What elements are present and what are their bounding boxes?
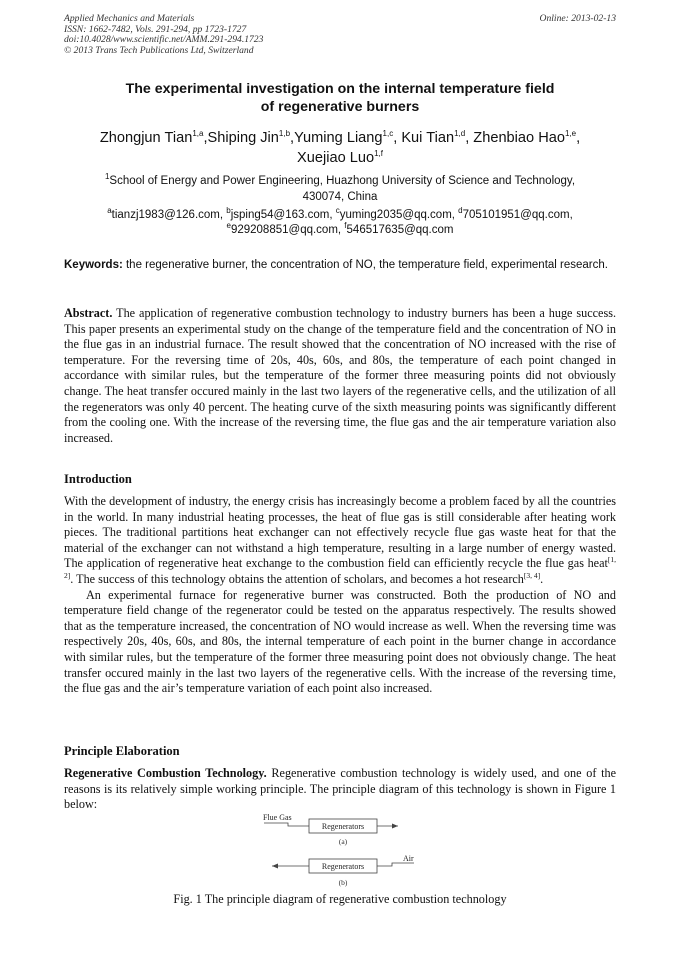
subfigure-b-label: (b) [338,878,348,887]
doi-line: doi:10.4028/www.scientific.net/AMM.291-294.1723 [64,34,264,46]
author-list [60,129,620,168]
author: Zhenbiao Hao$^{1,e}$, [473,129,581,146]
author: Shiping Jin$^{1,b}$, [207,129,295,146]
copyright-line: © 2013 Trans Tech Publications Ltd, Switzerland [64,44,254,56]
principle-subheading: Regenerative Combustion Technology. [64,766,267,780]
author: Kui Tian$^{1,d}$, [401,129,474,146]
intro-paragraph-2: An experimental furnace for regenerative burner was constructed. Both the production of NO and temperature field change of the regenerator could be tested on the apparatus respectively. The results showed that as the temperature increased, the concentration of NO would increase as well. When the reversing time was respectively 20s, 40s, 60s, and 80s, the internal temperature of each point in the burner change in accordance with similar rules, but the temperature of the former three measuring point does not obviously change. The heat transfer occured mainly in the last two layers of the regenerative cells. With the increase of the reversing time, the flue gas and the air’s temperature variation of each point also increased. [64,587,616,696]
principle-diagram [258,810,418,890]
email: $^f$546517635@qq.com [344,221,454,236]
principle-paragraph: Regenerative Combustion Technology. Regenerative combustion technology is widely used, and one of the reasons is its relatively simple working principle. The principle diagram of this technology is shown in Figure 1 below: [64,766,616,812]
email: $^b$jsping54@163.com, [226,206,336,221]
principle-heading: Principle Elaboration [64,744,180,758]
introduction-heading: Introduction [64,472,132,486]
paper-title [64,80,616,116]
issn-line: ISSN: 1662-7482, Vols. 291-294, pp 1723-1727 [64,23,247,35]
title-line-2: of regenerative burners [260,99,420,115]
affiliation: $^1$School of Energy and Power Engineering, Huazhong University of Science and Technology, 430074, China [104,172,576,203]
abstract-text: The application of regenerative combustion technology to industry burners has been a huge success. This paper presents an experimental study on the change of the temperature field and the concentration of NO in the flue gas in an industrial furnace. The result showed that the concentration of NO increased with the rise of temperature. For the reversing time of 20s, 40s, 60s, and 80s, the temperature of each point changed in accordance with similar rules, but the temperature of the former three measuring points did not obviously change. The heat transfer occured mainly in the last two layers of the regenerative cells, and the utilization of all the regenerators was only 40 percent. The heating curve of the sixth measuring points was significantly different from the cooling one. With the increase of the reversing time, the flue gas and the air temperature variation also increased. [64,306,616,445]
air-label: Air [403,854,414,863]
introduction-body [64,494,616,697]
figure-caption: Fig. 1 The principle diagram of regenerative combustion technology [173,892,507,906]
regenerators-label-a: Regenerators [321,822,365,831]
email: $^a$tianzj1983@126.com, [107,206,227,221]
email-list [64,208,616,238]
regenerators-label-b: Regenerators [321,862,365,871]
subfigure-a-label: (a) [338,837,348,846]
figure-1 [258,810,418,890]
arrow-right-icon [392,824,398,829]
arrow-left-icon [272,864,278,869]
author: Yuming Liang$^{1,c}$, [294,129,402,146]
keywords-text: the regenerative burner, the concentration of NO, the temperature field, experimental research. [122,259,608,271]
citation-ref: [1, 2] [64,555,616,580]
email: $^c$yuming2035@qq.com, [335,206,459,221]
online-date: Online: 2013-02-13 [539,13,616,24]
author: Xuejiao Luo$^{1,f}$ [297,148,383,166]
email: $^e$929208851@qq.com, [226,221,345,236]
email: $^d$705101951@qq.com, [458,206,573,221]
keywords [64,258,616,274]
author: Zhongjun Tian$^{1,a}$, [99,129,208,146]
keywords-label: Keywords: [64,259,123,271]
journal-header [64,14,616,56]
journal-name: Applied Mechanics and Materials [64,13,195,24]
flue-gas-label: Flue Gas [263,813,292,822]
intro-paragraph-1: With the development of industry, the energy crisis has increasingly become a problem faced by all the countries in the world. In many industrial heating processes, the heat of flue gas is still considerable after heating work pieces. The traditional partitions heat exchanger can not effectively recycle flue gas waste heat for that the material of the exchanger can not withstand a high temperature, resulting in a large number of energy wasted. The application of regenerative heat exchange to the combustion field can efficiently recycle the flue gas heat[1, 2]. The success of this technology obtains the attention of scholars, and becomes a hot research[3, 4]. [64,494,616,586]
title-line-1: The experimental investigation on the internal temperature field [125,81,555,97]
citation-ref: [3, 4] [523,570,541,580]
abstract-label: Abstract. [64,306,113,320]
abstract [64,306,616,446]
